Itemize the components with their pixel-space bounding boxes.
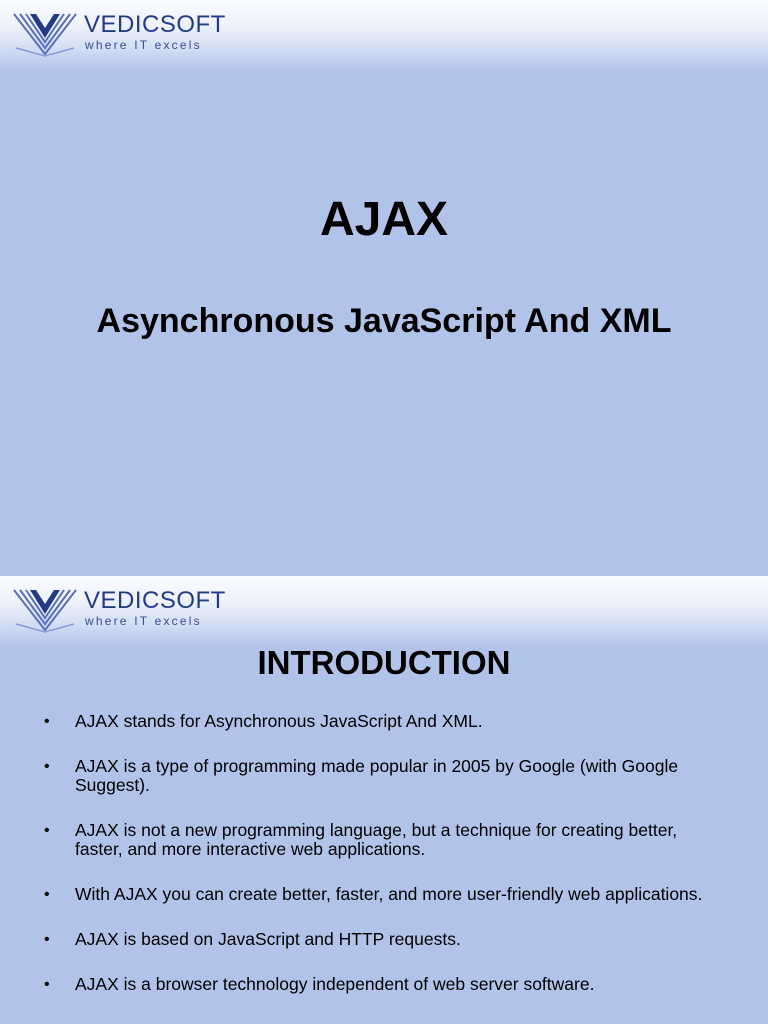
bullet-item [0,821,768,859]
bullet-item [0,930,768,949]
vedicsoft-logo [12,8,232,58]
bullet-text: AJAX is not a new programming language, but a technique for creating better, faster, and more interactive web applications. [75,820,678,859]
logo-name: VEDICSOFT [84,587,226,614]
bullet-list [0,712,768,1020]
slide-title: AJAX [319,193,449,246]
vedicsoft-v-logo-icon [12,584,78,634]
slide-subtitle: Asynchronous JavaScript And XML [96,302,672,340]
section-heading: INTRODUCTION [257,644,511,681]
bullet-icon: • [44,822,50,839]
bullet-text: AJAX is a browser technology independent of web server software. [75,974,595,994]
bullet-icon: • [44,886,50,903]
logo-tagline: where IT excels [85,38,202,52]
introduction-slide [0,576,768,1024]
logo-tagline: where IT excels [85,614,202,628]
logo-name: VEDICSOFT [84,11,226,38]
bullet-icon: • [44,931,50,948]
bullet-item [0,975,768,994]
bullet-item [0,757,768,795]
bullet-text: AJAX is based on JavaScript and HTTP requests. [75,929,461,949]
bullet-item [0,885,768,904]
vedicsoft-logo [12,584,232,634]
bullet-icon: • [44,713,50,730]
bullet-icon: • [44,758,50,775]
bullet-text: AJAX is a type of programming made popular in 2005 by Google (with Google Suggest). [75,756,679,795]
bullet-item [0,712,768,731]
bullet-text: With AJAX you can create better, faster, and more user-friendly web applications. [75,884,703,904]
bullet-icon: • [44,976,50,993]
bullet-text: AJAX stands for Asynchronous JavaScript And XML. [75,711,483,731]
vedicsoft-v-logo-icon [12,8,78,58]
